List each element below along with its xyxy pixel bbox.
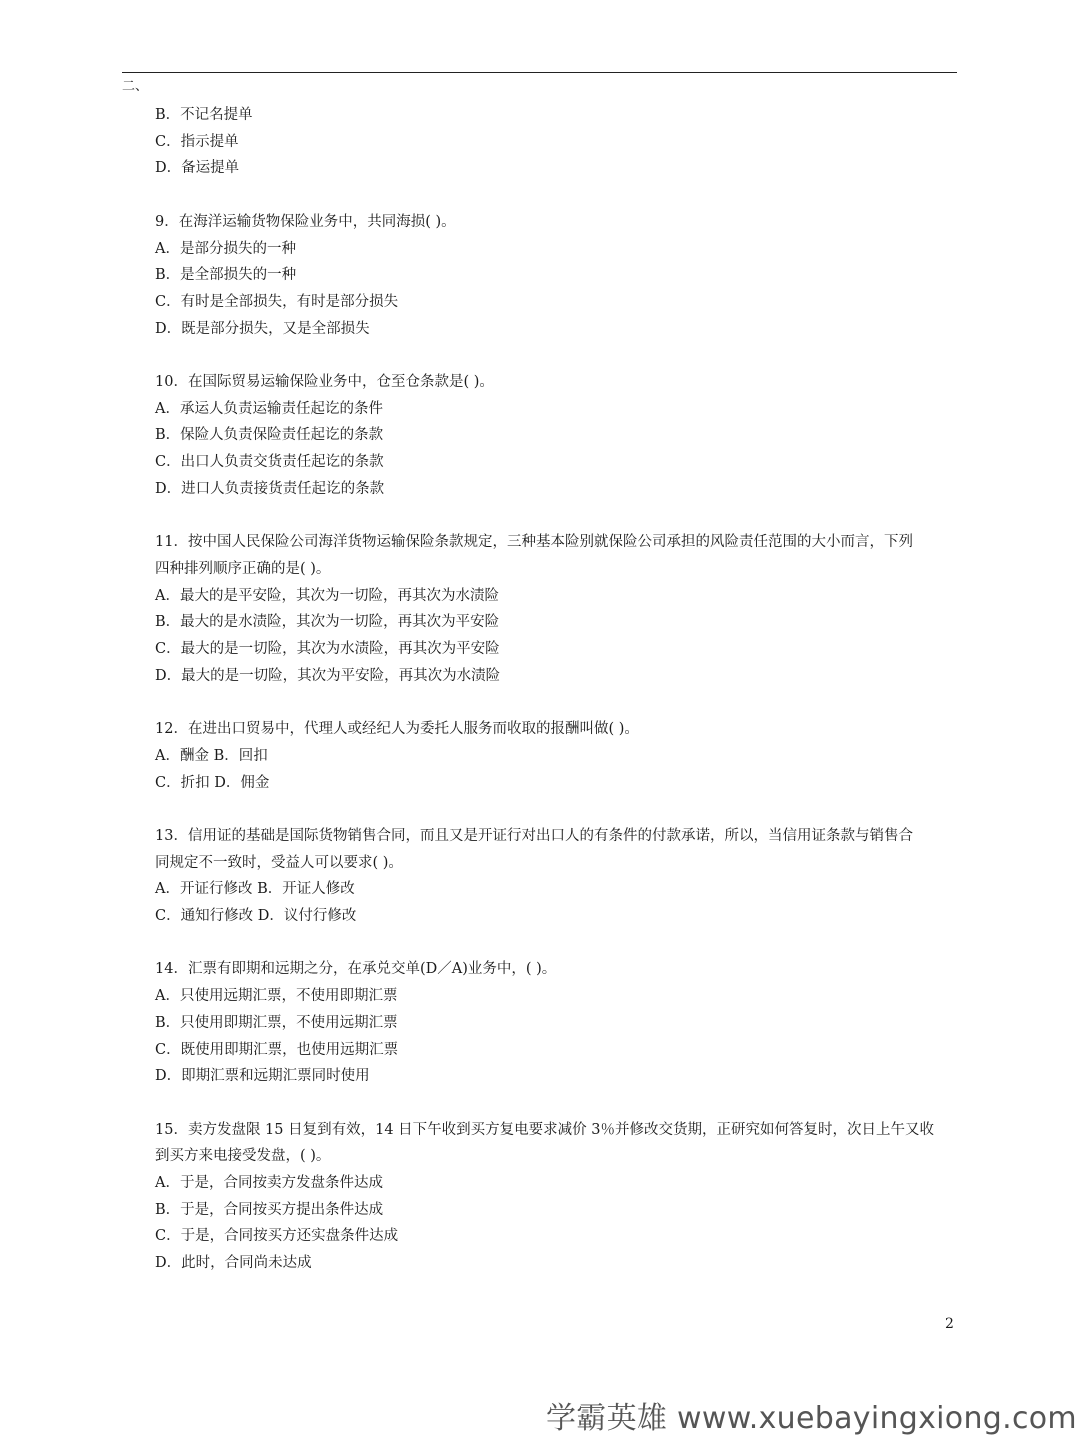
answer-option: D．即期汇票和远期汇票同时使用 (155, 1068, 370, 1085)
section-label: 二、 (122, 79, 149, 94)
block-gap (155, 342, 955, 369)
answer-option: C．指示提单 (155, 133, 239, 150)
answer-option: B．于是，合同按买方提出条件达成 (155, 1201, 384, 1218)
answer-option: A．于是，合同按卖方发盘条件达成 (155, 1175, 383, 1192)
answer-option: D．此时，合同尚未达成 (155, 1255, 312, 1272)
block-gap (155, 182, 955, 209)
question-text: 到买方来电接受发盘，( )。 (155, 1148, 331, 1165)
question-block (155, 102, 955, 182)
question-text: 15．卖方发盘限 15 日复到有效，14 日下午收到买方复电要求减价 3％并修改交货期，正研究如何答复时，次日上午又收 (155, 1121, 935, 1138)
answer-option: C．通知行修改 D．议付行修改 (155, 908, 357, 925)
answer-option: D．最大的是一切险，其次为平安险，再其次为水渍险 (155, 667, 501, 684)
question-block (155, 209, 955, 343)
answer-option: C．最大的是一切险，其次为水渍险，再其次为平安险 (155, 641, 500, 658)
answer-option: A．只使用远期汇票，不使用即期汇票 (155, 988, 398, 1005)
answer-option: C．折扣 D．佣金 (155, 774, 270, 791)
answer-option: B．只使用即期汇票，不使用远期汇票 (155, 1014, 398, 1031)
answer-option: B．不记名提单 (155, 107, 253, 123)
block-gap (155, 1090, 955, 1117)
header-rule (122, 72, 957, 73)
question-block (155, 529, 955, 689)
answer-option: B．保险人负责保险责任起讫的条款 (155, 427, 384, 444)
question-text: 14．汇票有即期和远期之分，在承兑交单(D／A)业务中，( )。 (155, 961, 557, 978)
answer-option: D．进口人负责接货责任起讫的条款 (155, 480, 385, 497)
question-text: 10．在国际贸易运输保险业务中，仓至仓条款是( )。 (155, 374, 494, 390)
watermark: 学霸英雄 www.xuebayingxiong.com (546, 1401, 1077, 1436)
answer-option: A．最大的是平安险，其次为一切险，再其次为水渍险 (155, 587, 499, 604)
page-number: 2 (945, 1316, 954, 1332)
answer-option: C．有时是全部损失，有时是部分损失 (155, 293, 399, 310)
answer-option: C．于是，合同按买方还实盘条件达成 (155, 1228, 399, 1245)
answer-option: A．承运人负责运输责任起讫的条件 (155, 400, 383, 417)
answer-option: C．既使用即期汇票，也使用远期汇票 (155, 1041, 399, 1058)
block-gap (155, 930, 955, 957)
answer-option: D．既是部分损失，又是全部损失 (155, 320, 370, 337)
question-list (155, 102, 955, 1277)
question-block (155, 1117, 955, 1277)
answer-option: D．备运提单 (155, 160, 240, 177)
question-block (155, 716, 955, 796)
question-block (155, 823, 955, 930)
answer-option: A．酬金 B．回扣 (155, 747, 268, 764)
answer-option: B．是全部损失的一种 (155, 267, 297, 284)
question-text: 13．信用证的基础是国际货物销售合同，而且又是开证行对出口人的有条件的付款承诺，所以，当信用证条款与销售合 (155, 827, 913, 844)
question-text: 11．按中国人民保险公司海洋货物运输保险条款规定，三种基本险别就保险公司承担的风险责任范围的大小而言，下列 (155, 534, 913, 551)
question-text: 四种排列顺序正确的是( )。 (155, 560, 331, 577)
block-gap (155, 503, 955, 530)
answer-option: A．是部分损失的一种 (155, 240, 296, 257)
answer-option: A．开证行修改 B．开证人修改 (155, 881, 355, 898)
question-text: 12．在进出口贸易中，代理人或经纪人为委托人服务而收取的报酬叫做( )。 (155, 721, 639, 738)
answer-option: B．最大的是水渍险，其次为一切险，再其次为平安险 (155, 614, 500, 631)
question-block (155, 956, 955, 1090)
block-gap (155, 689, 955, 716)
question-block (155, 369, 955, 503)
question-text: 同规定不一致时，受益人可以要求( )。 (155, 854, 403, 871)
block-gap (155, 796, 955, 823)
question-text: 9．在海洋运输货物保险业务中，共同海损( )。 (155, 213, 456, 230)
answer-option: C．出口人负责交货责任起讫的条款 (155, 454, 384, 471)
